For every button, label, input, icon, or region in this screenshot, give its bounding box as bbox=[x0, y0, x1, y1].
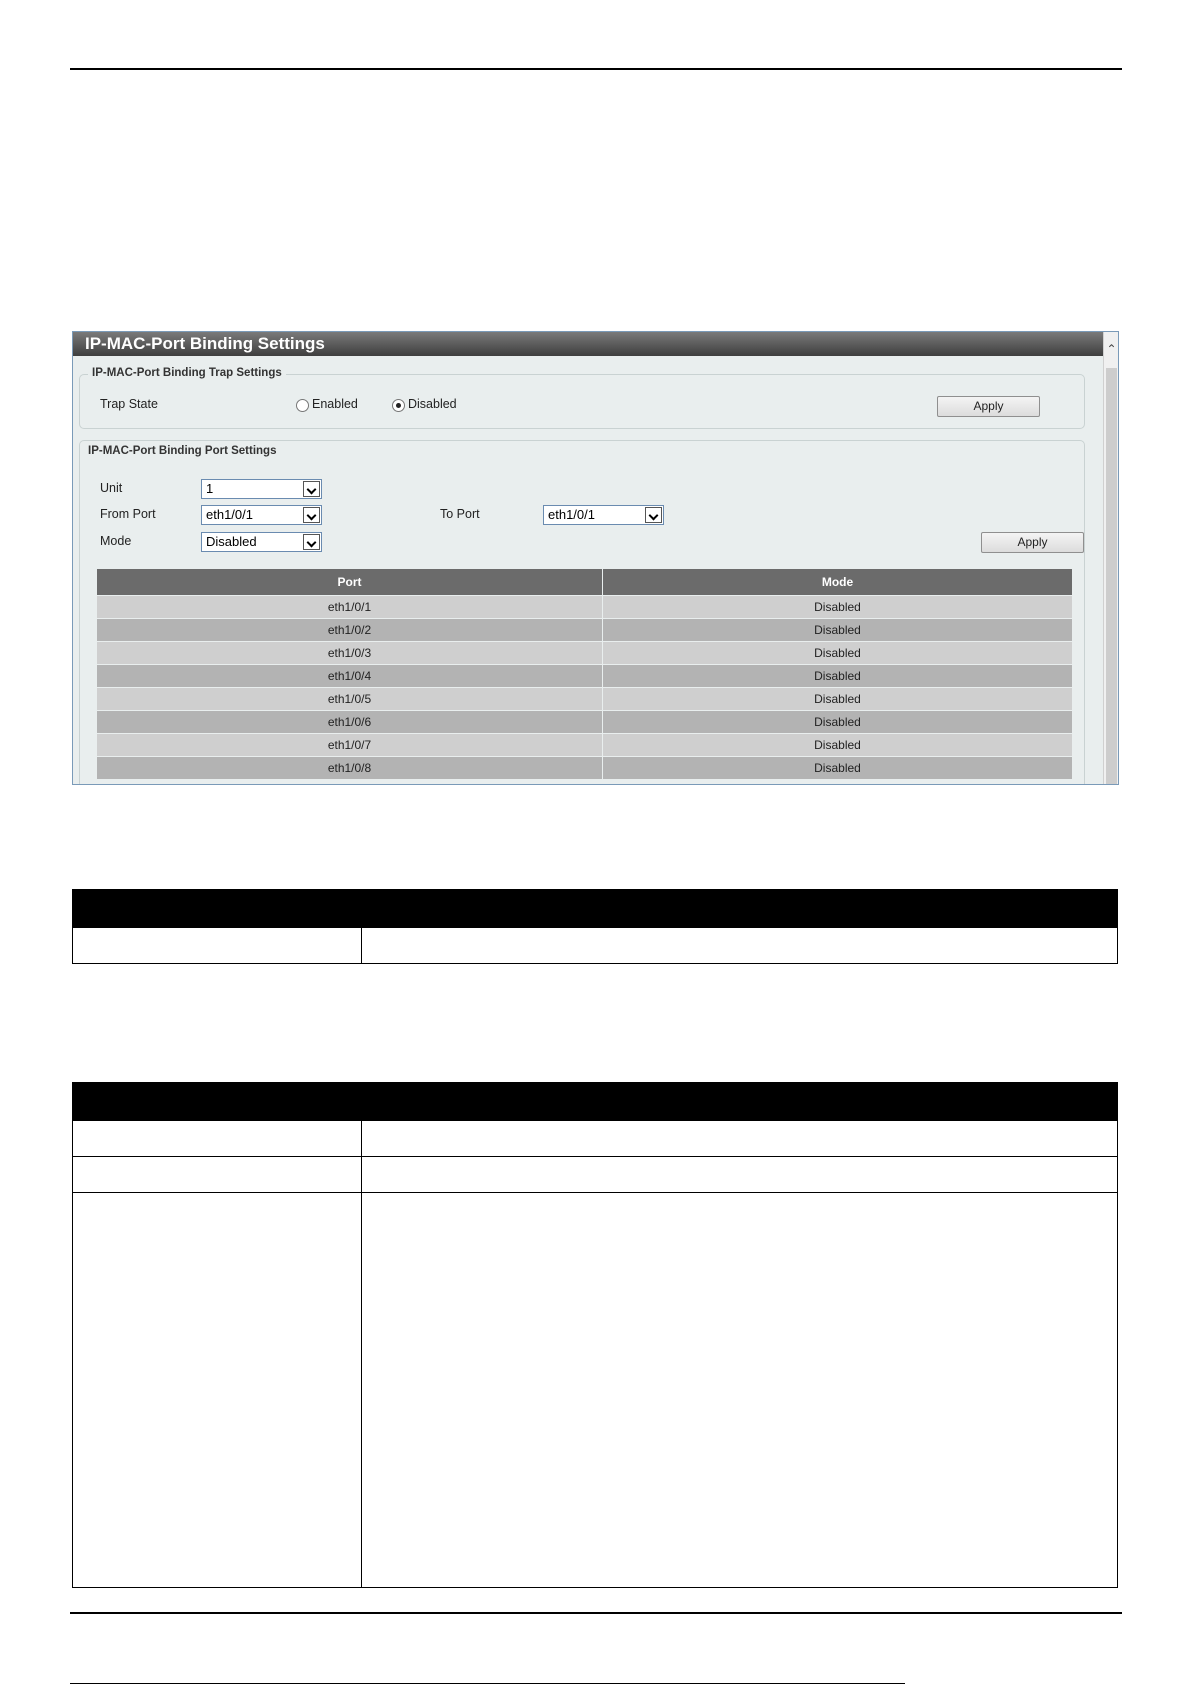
port-cell: eth1/0/4 bbox=[97, 665, 603, 688]
parameter-table-1 bbox=[72, 889, 1118, 964]
header-cell bbox=[73, 1083, 362, 1121]
port-apply-button[interactable]: Apply bbox=[981, 532, 1084, 553]
mode-column-header: Mode bbox=[603, 569, 1073, 596]
chevron-down-icon[interactable] bbox=[645, 507, 662, 523]
table-row bbox=[97, 734, 1073, 757]
table-row bbox=[97, 711, 1073, 734]
table-cell bbox=[362, 928, 1118, 964]
table-row bbox=[73, 1121, 1118, 1157]
from-port-label: From Port bbox=[100, 507, 156, 521]
to-port-select-value: eth1/0/1 bbox=[548, 507, 595, 522]
scrollbar-thumb[interactable] bbox=[1106, 368, 1117, 785]
table-cell bbox=[73, 928, 362, 964]
from-port-select-value: eth1/0/1 bbox=[206, 507, 253, 522]
mode-cell: Disabled bbox=[603, 711, 1073, 734]
table-header-row bbox=[97, 569, 1073, 596]
mode-cell: Disabled bbox=[603, 642, 1073, 665]
trap-state-label: Trap State bbox=[100, 397, 158, 411]
port-cell: eth1/0/7 bbox=[97, 734, 603, 757]
table-row bbox=[73, 1193, 1118, 1588]
table-cell bbox=[73, 1193, 362, 1588]
trap-enabled-radio[interactable] bbox=[296, 399, 309, 412]
page-bottom-rule bbox=[70, 1612, 1122, 1614]
chevron-down-icon[interactable] bbox=[303, 534, 320, 550]
unit-select[interactable] bbox=[201, 479, 322, 499]
port-cell: eth1/0/1 bbox=[97, 596, 603, 619]
scrollbar[interactable] bbox=[1103, 332, 1118, 784]
ip-mac-port-binding-panel bbox=[72, 331, 1119, 785]
mode-select[interactable] bbox=[201, 532, 322, 552]
page-top-rule bbox=[70, 68, 1122, 70]
trap-disabled-label[interactable]: Disabled bbox=[408, 397, 457, 411]
table-cell bbox=[73, 1157, 362, 1193]
table-cell bbox=[362, 1157, 1118, 1193]
mode-label: Mode bbox=[100, 534, 132, 548]
trap-disabled-radio[interactable] bbox=[392, 399, 405, 412]
table-cell bbox=[362, 1121, 1118, 1157]
trap-settings-group bbox=[79, 367, 1085, 429]
port-cell: eth1/0/5 bbox=[97, 688, 603, 711]
unit-label: Unit bbox=[100, 481, 123, 495]
table-row bbox=[97, 642, 1073, 665]
table-row bbox=[97, 619, 1073, 642]
to-port-select[interactable] bbox=[543, 505, 664, 525]
trap-enabled-label[interactable]: Enabled bbox=[312, 397, 358, 411]
table-row bbox=[73, 928, 1118, 964]
chevron-down-icon[interactable] bbox=[303, 507, 320, 523]
table-cell bbox=[362, 1193, 1118, 1588]
table-row bbox=[97, 596, 1073, 619]
header-cell bbox=[73, 890, 362, 928]
parameter-table-2 bbox=[72, 1082, 1118, 1588]
chevron-up-icon[interactable]: ⌃ bbox=[1106, 342, 1117, 356]
port-settings-legend: IP-MAC-Port Binding Port Settings bbox=[88, 445, 277, 457]
mode-select-value: Disabled bbox=[206, 534, 257, 549]
trap-settings-legend: IP-MAC-Port Binding Trap Settings bbox=[88, 367, 286, 379]
table-row bbox=[97, 757, 1073, 780]
port-cell: eth1/0/2 bbox=[97, 619, 603, 642]
port-mode-table bbox=[97, 569, 1073, 779]
mode-cell: Disabled bbox=[603, 688, 1073, 711]
port-cell: eth1/0/8 bbox=[97, 757, 603, 780]
table-header-row bbox=[73, 1083, 1118, 1121]
from-port-select[interactable] bbox=[201, 505, 322, 525]
header-cell bbox=[362, 890, 1118, 928]
panel-title: IP-MAC-Port Binding Settings bbox=[73, 332, 1105, 356]
table-cell bbox=[73, 1121, 362, 1157]
trap-apply-button[interactable]: Apply bbox=[937, 396, 1040, 417]
port-column-header: Port bbox=[97, 569, 603, 596]
table-row bbox=[73, 1157, 1118, 1193]
port-cell: eth1/0/3 bbox=[97, 642, 603, 665]
port-cell: eth1/0/6 bbox=[97, 711, 603, 734]
header-cell bbox=[362, 1083, 1118, 1121]
to-port-label: To Port bbox=[440, 507, 480, 521]
unit-select-value: 1 bbox=[206, 481, 214, 496]
table-row bbox=[97, 665, 1073, 688]
mode-cell: Disabled bbox=[603, 757, 1073, 780]
mode-cell: Disabled bbox=[603, 596, 1073, 619]
table-header-row bbox=[73, 890, 1118, 928]
mode-cell: Disabled bbox=[603, 665, 1073, 688]
mode-cell: Disabled bbox=[603, 734, 1073, 757]
table-row bbox=[97, 688, 1073, 711]
mode-cell: Disabled bbox=[603, 619, 1073, 642]
chevron-down-icon[interactable] bbox=[303, 481, 320, 497]
